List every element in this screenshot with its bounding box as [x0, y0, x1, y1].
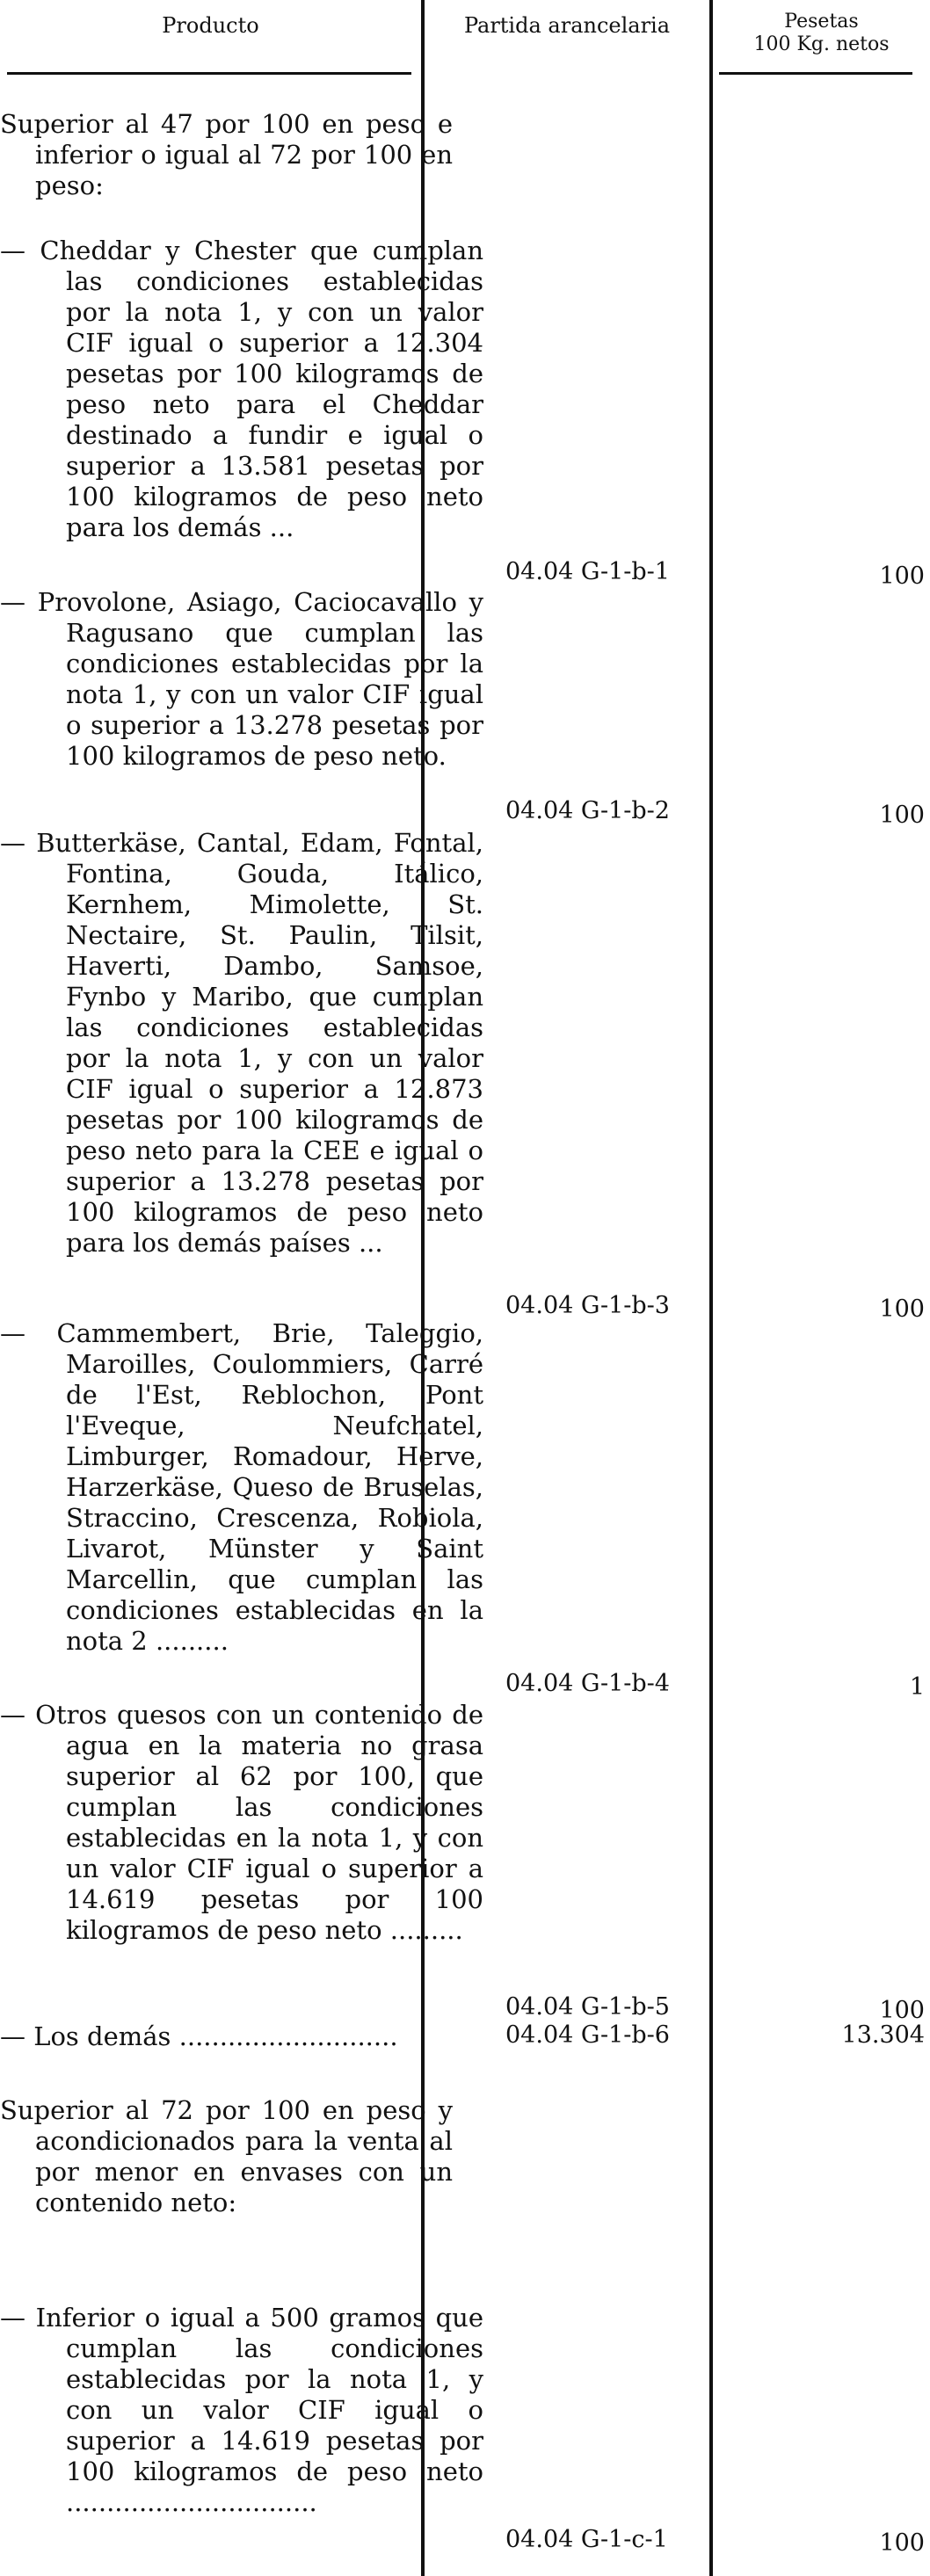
tariff-code-4: 04.04 G-1-b-4	[505, 1670, 670, 1697]
tariff-code-7: 04.04 G-1-c-1	[505, 2526, 668, 2553]
pesetas-value-5: 100	[879, 1997, 925, 2024]
pesetas-value-7: 100	[879, 2529, 925, 2557]
header-pesetas-line2: 100 Kg. netos	[753, 33, 890, 55]
pesetas-value-3: 100	[879, 1295, 925, 1323]
tariff-code-5: 04.04 G-1-b-5	[505, 1993, 670, 2021]
product-item-1: — Cheddar y Chester que cumplan las condiciones establecidas por la nota 1, y con un valor CIF igual o superior a 12.304 pesetas por 100 kilogramos de peso neto para el Cheddar destinado a fundir e igual o superior a 13.581 pesetas por 100 kilogramos de peso neto para los demás ...	[0, 236, 483, 542]
product-item-7: — Inferior o igual a 500 gramos que cumplan las condiciones establecidas por la nota 1, y con un valor CIF igual o superior a 14.619 pesetas por 100 kilogramos de peso neto ...............................	[0, 2303, 483, 2517]
product-item-5: — Otros quesos con un contenido de agua en la materia no grasa superior al 62 por 100, que cumplan las condiciones establecidas en la nota 1, y con un valor CIF igual o superior a 14.619 pesetas por 100 kilogramos de peso neto .........	[0, 1700, 483, 1945]
header-product: Producto	[162, 13, 259, 38]
product-item-4: — Cammembert, Brie, Taleggio, Maroilles, Coulommiers, Carré de l'Est, Reblochon, Pont l'Eveque, Neufchatel, Limburger, Romadour, Herve, Harzerkäse, Queso de Bruselas, Straccino, Crescenza, Robiola, Livarot, Münster y Saint Marcellin, que cumplan las condiciones establecidas en la nota 2 .........	[0, 1318, 483, 1656]
pesetas-value-6: 13.304	[841, 2021, 925, 2049]
product-item-2: — Provolone, Asiago, Caciocavallo y Ragusano que cumplan las condiciones establecidas por la nota 1, y con un valor CIF igual o superior a 13.278 pesetas por 100 kilogramos de peso neto.	[0, 587, 483, 771]
section-heading-2: Superior al 72 por 100 en peso y acondicionados para la venta al por menor en envases con un contenido neto:	[0, 2095, 453, 2217]
product-item-3: — Butterkäse, Cantal, Edam, Fontal, Fontina, Gouda, Itálico, Kernhem, Mimolette, St. Nectaire, St. Paulin, Tilsit, Haverti, Dambo, Samsoe, Fynbo y Maribo, que cumplan las condiciones establecidas por la nota 1, y con un valor CIF igual o superior a 12.873 pesetas por 100 kilogramos de peso neto para la CEE e igual o superior a 13.278 pesetas por 100 kilogramos de peso neto para los demás países ...	[0, 828, 483, 1258]
pesetas-value-2: 100	[879, 802, 925, 829]
pesetas-value-1: 100	[879, 562, 925, 590]
section-heading-1: Superior al 47 por 100 en peso e inferior o igual al 72 por 100 en peso:	[0, 109, 453, 200]
header-pesetas-line1: Pesetas	[784, 11, 859, 33]
header-rule-product	[7, 72, 411, 75]
header-pesetas	[713, 11, 930, 56]
tariff-code-6: 04.04 G-1-b-6	[505, 2021, 670, 2049]
product-item-6: — Los demás ...........................	[0, 2021, 398, 2051]
header-rule-pesetas	[719, 72, 912, 75]
tariff-code-3: 04.04 G-1-b-3	[505, 1292, 670, 1319]
header-tariff: Partida arancelaria	[463, 13, 671, 38]
tariff-code-1: 04.04 G-1-b-1	[505, 558, 670, 585]
column-divider-right	[709, 0, 713, 2576]
pesetas-value-4: 1	[909, 1673, 925, 1701]
tariff-code-2: 04.04 G-1-b-2	[505, 797, 670, 824]
